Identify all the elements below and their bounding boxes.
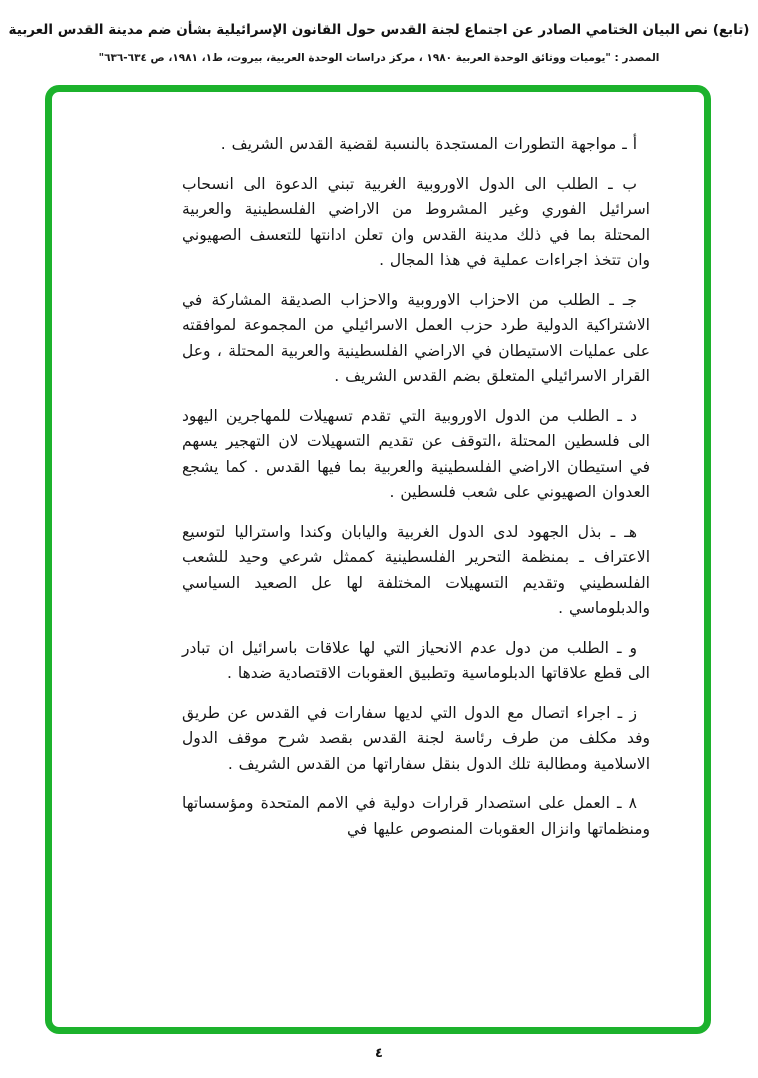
paragraph-item-8: ٨ ـ العمل على استصدار قرارات دولية في الامم المتحدة ومؤسساتها ومنظماتها وانزال العقوبات المنصوص عليها في: [182, 794, 650, 838]
paragraph-item-a: أ ـ مواجهة التطورات المستجدة بالنسبة لقضية القدس الشريف .: [220, 135, 637, 153]
paragraph-item-b: ب ـ الطلب الى الدول الاوروبية الغربية تبني الدعوة الى انسحاب اسرائيل الفوري وغير المشروط من الاراضي الفلسطينية والعربية المحتلة بما في ذلك مدينة القدس وان تعلن ادانتها للتعسف الصهيوني وان تتخذ اجراءات عملية في هذا المجال .: [182, 174, 650, 269]
paragraph-item-d: د ـ الطلب من الدول الاوروبية التي تقدم تسهيلات للمهاجرين اليهود الى فلسطين المحتلة ،التوقف عن تقديم التسهيلات لان التهجير يسهم في استيطان الاراضي الفلسطينية والعربية بما فيها القدس . كما يشجع العدوان الصهيوني على شعب فلسطين .: [182, 406, 650, 501]
paragraph-item-h: هـ ـ بذل الجهود لدى الدول الغربية واليابان وكندا واستراليا لتوسيع الاعتراف ـ بمنظمة التحرير الفلسطينية كممثل شرعي وحيد للشعب الفلسطيني وتقديم التسهيلات المختلفة لها عل الصعيد السياسي والدبلوماسي .: [182, 522, 650, 617]
green-highlight-box: [45, 85, 711, 1034]
paragraph-item-j: جـ ـ الطلب من الاحزاب الاوروبية والاحزاب الصديقة المشاركة في الاشتراكية الدولية طرد حزب العمل الاسرائيلي من المجموعة لموافقته على عمليات الاستيطان في الاراضي الفلسطينية والعربية المحتلة ، وعل القرار الاسرائيلي المتعلق بضم القدس الشريف .: [182, 290, 650, 385]
source-citation-line: المصدر : "يوميات ووثائق الوحدة العربية ١٩٨٠ ، مركز دراسات الوحدة العربية، بيروت، ط١، ١٩٨١، ص ٦٣٤-٦٣٦": [98, 52, 660, 64]
paragraph-item-z: ز ـ اجراء اتصال مع الدول التي لديها سفارات في القدس عن طريق وفد مكلف من طرف رئاسة لجنة القدس بقصد شرح موقف الدول الاسلامية ومطالبة تلك الدول بنقل سفاراتها من القدس الشريف .: [182, 703, 650, 773]
document-title: (تابع) نص البيان الختامي الصادر عن اجتماع لجنة القدس حول القانون الإسرائيلية بشأن ضم مدينة القدس العربية: [8, 22, 750, 38]
body-text-column: [182, 132, 650, 856]
page-number: ٤: [375, 1046, 383, 1061]
paragraph-item-w: و ـ الطلب من دول عدم الانحياز التي لها علاقات باسرائيل ان تبادر الى قطع علاقاتها الدبلوماسية وتطبيق العقوبات الاقتصادية ضدها .: [182, 638, 650, 682]
